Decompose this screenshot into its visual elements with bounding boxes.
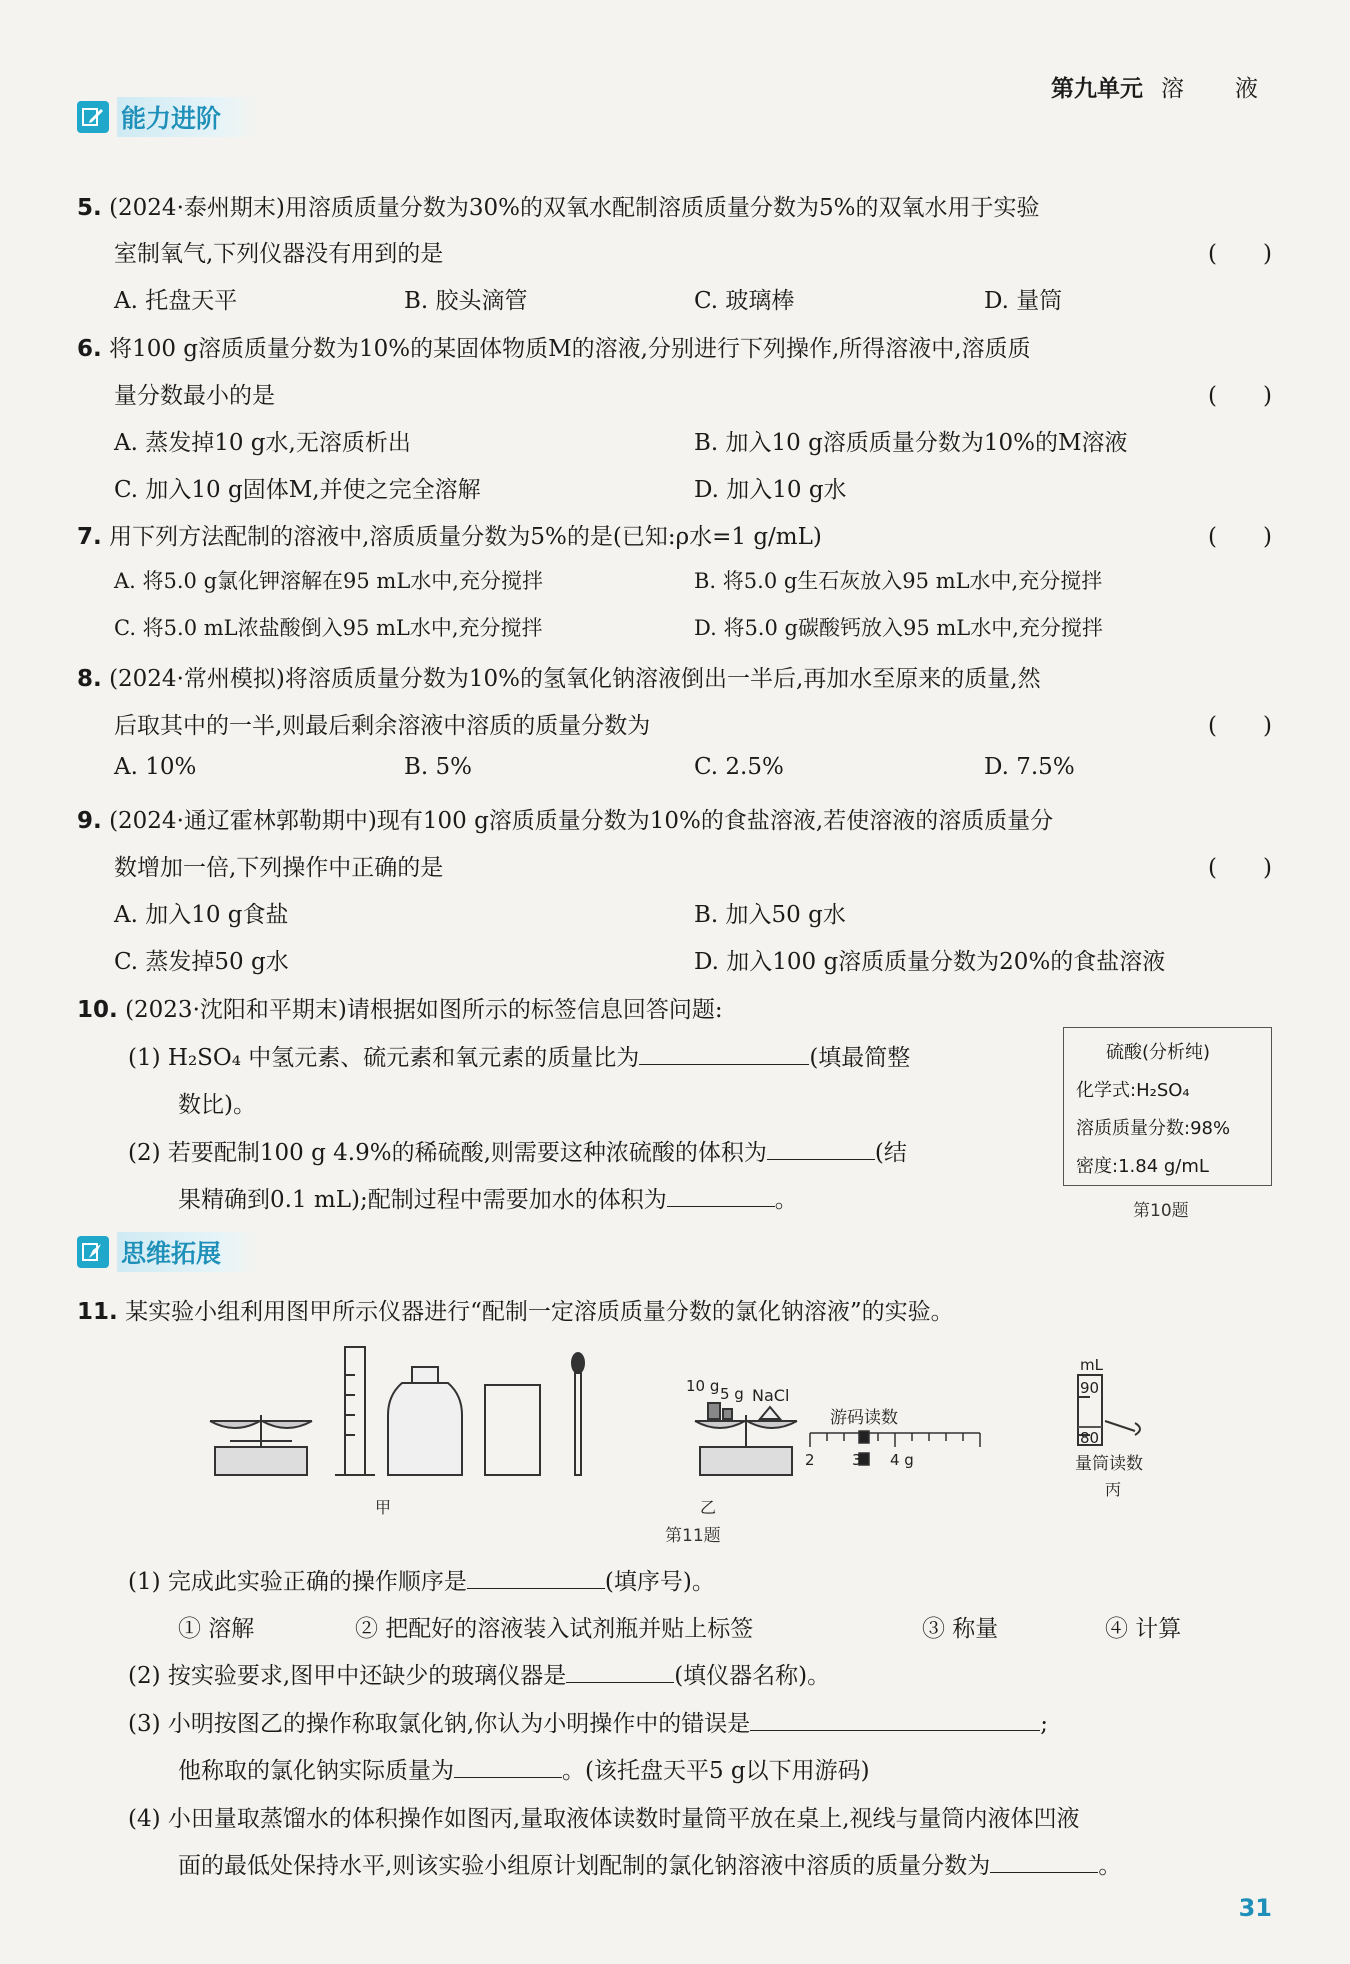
option-d: D. 将5.0 g碳酸钙放入95 mL水中,充分搅拌 (694, 616, 1103, 640)
reagent-label (1063, 1027, 1272, 1186)
answer-blank[interactable] (639, 1044, 809, 1065)
question-7-line1 (77, 518, 822, 551)
option-b: B. 加入10 g溶质质量分数为10%的M溶液 (694, 430, 1128, 456)
question-number: 9. (77, 808, 102, 834)
answer-paren: ( ) (1208, 383, 1272, 409)
answer-blank[interactable] (767, 1139, 875, 1160)
option-a: A. 托盘天平 (114, 288, 238, 314)
step-1: ① 溶解 (178, 1616, 255, 1642)
answer-paren: ( ) (1208, 241, 1272, 267)
cylinder-80: 80 (1080, 1429, 1100, 1447)
question-number: 8. (77, 666, 102, 692)
question-10-stem (77, 991, 723, 1024)
part-text: (结 (874, 1140, 907, 1166)
graduated-cylinder-icon (335, 1347, 375, 1475)
answer-blank[interactable] (454, 1757, 562, 1778)
option-c: C. 2.5% (694, 754, 784, 780)
part-text: (1) H₂SO₄ 中氢元素、硫元素和氧元素的质量比为 (128, 1045, 640, 1071)
question-8-line1 (77, 660, 1041, 693)
question-11-stem (77, 1293, 954, 1326)
answer-paren: ( ) (1208, 524, 1272, 550)
step-4: ④ 计算 (1105, 1616, 1182, 1642)
topic-label: 溶 液 (1161, 76, 1272, 102)
weight-5g-label: 5 g (720, 1385, 744, 1403)
option-a: A. 将5.0 g氯化钾溶解在95 mL水中,充分搅拌 (114, 569, 543, 593)
q10-part1 (128, 1039, 910, 1072)
figure-label-bing: 丙 (1105, 1480, 1122, 1499)
option-a: A. 10% (114, 754, 197, 780)
part-text: ; (1040, 1711, 1048, 1737)
page-number: 31 (1238, 1894, 1272, 1922)
option-d: D. 7.5% (984, 754, 1075, 780)
question-number: 6. (77, 336, 102, 362)
question-number: 5. (77, 195, 102, 221)
question-text: (2023·沈阳和平期末)请根据如图所示的标签信息回答问题: (125, 997, 723, 1023)
part-text: (填最简整 (809, 1045, 911, 1071)
answer-paren: ( ) (1208, 855, 1272, 881)
nacl-label: NaCl (752, 1386, 790, 1405)
answer-blank[interactable] (750, 1710, 1040, 1731)
option-c: C. 玻璃棒 (694, 288, 795, 314)
figure-caption-10: 第10题 (1133, 1201, 1189, 1221)
question-6-line2: 量分数最小的是 (114, 383, 275, 409)
weight-10g-label: 10 g (686, 1377, 720, 1395)
question-9-line1 (77, 802, 1053, 835)
section-title: 思维拓展 (117, 1232, 261, 1272)
figure-11 (200, 1335, 1200, 1535)
part-text: (填仪器名称)。 (674, 1663, 831, 1689)
part-text: (填序号)。 (604, 1569, 715, 1595)
part-text: 面的最低处保持水平,则该实验小组原计划配制的氯化钠溶液中溶质的质量分数为 (178, 1853, 991, 1879)
option-c: C. 将5.0 mL浓盐酸倒入95 mL水中,充分搅拌 (114, 616, 543, 640)
cylinder-unit: mL (1080, 1356, 1103, 1374)
part-text: 。 (774, 1187, 798, 1213)
label-formula: 化学式:H₂SO₄ (1076, 1080, 1190, 1101)
figure-label-jia: 甲 (375, 1498, 392, 1517)
rocket-icon (77, 1236, 109, 1268)
rider-tick-3: 3 (852, 1451, 862, 1469)
section-advanced (77, 98, 261, 136)
label-density: 密度:1.84 g/mL (1076, 1156, 1209, 1177)
section-title: 能力进阶 (117, 97, 261, 137)
question-number: 7. (77, 524, 102, 550)
part-text: (2) 按实验要求,图甲中还缺少的玻璃仪器是 (128, 1663, 567, 1689)
cylinder-90: 90 (1080, 1379, 1100, 1397)
option-b: B. 胶头滴管 (404, 288, 528, 314)
question-number: 10. (77, 997, 118, 1023)
part-text: 。 (1098, 1853, 1122, 1879)
option-d: D. 量筒 (984, 288, 1063, 314)
rider-tick-2: 2 (805, 1451, 815, 1469)
question-text: (2024·泰州期末)用溶质质量分数为30%的双氧水配制溶质质量分数为5%的双氧水用于实验 (109, 195, 1040, 221)
answer-paren: ( ) (1208, 713, 1272, 739)
option-c: C. 加入10 g固体M,并使之完全溶解 (114, 477, 481, 503)
chapter-header (1051, 70, 1272, 103)
reagent-bottle-icon (388, 1367, 462, 1475)
q11-part1 (128, 1563, 715, 1596)
option-b: B. 5% (404, 754, 473, 780)
step-2: ② 把配好的溶液装入试剂瓶并贴上标签 (355, 1616, 754, 1642)
question-5-line1 (77, 189, 1039, 222)
question-text: 将100 g溶质质量分数为10%的某固体物质M的溶液,分别进行下列操作,所得溶液中,溶质质 (109, 336, 1031, 362)
question-6-line1 (77, 330, 1031, 363)
option-c: C. 蒸发掉50 g水 (114, 949, 289, 975)
question-text: (2024·通辽霍林郭勒期中)现有100 g溶质质量分数为10%的食盐溶液,若使溶液的溶质质量分 (109, 808, 1054, 834)
question-text: 某实验小组利用图甲所示仪器进行“配制一定溶质质量分数的氯化钠溶液”的实验。 (125, 1299, 954, 1325)
balance-weighing-icon (695, 1403, 797, 1475)
q10-part1-cont: 数比)。 (178, 1092, 256, 1118)
unit-label: 第九单元 (1051, 76, 1143, 102)
option-a: A. 蒸发掉10 g水,无溶质析出 (114, 430, 411, 456)
question-number: 11. (77, 1299, 118, 1325)
label-name: 硫酸(分析纯) (1106, 1042, 1211, 1063)
figure-caption-11: 第11题 (665, 1526, 721, 1546)
q10-part2 (128, 1134, 907, 1167)
step-3: ③ 称量 (922, 1616, 999, 1642)
q11-part2 (128, 1657, 830, 1690)
q10-part2-cont (178, 1181, 798, 1214)
balance-icon (210, 1415, 312, 1475)
rider-tick-4: 4 g (890, 1451, 914, 1469)
cylinder-title: 量筒读数 (1075, 1454, 1143, 1474)
part-text: (1) 完成此实验正确的操作顺序是 (128, 1569, 467, 1595)
figure-label-yi: 乙 (700, 1498, 717, 1517)
part-text: 。(该托盘天平5 g以下用游码) (562, 1758, 870, 1784)
question-text: (2024·常州模拟)将溶质质量分数为10%的氢氧化钠溶液倒出一半后,再加水至原来的质量,然 (109, 666, 1041, 692)
label-fraction: 溶质质量分数:98% (1076, 1118, 1231, 1139)
dropper-icon (572, 1353, 584, 1475)
section-extended (77, 1233, 261, 1271)
part-text: 他称取的氯化钠实际质量为 (178, 1758, 454, 1784)
question-9-line2: 数增加一倍,下列操作中正确的是 (114, 855, 444, 881)
answer-blank[interactable] (667, 1186, 775, 1207)
option-b: B. 将5.0 g生石灰放入95 mL水中,充分搅拌 (694, 569, 1103, 593)
option-d: D. 加入100 g溶质质量分数为20%的食盐溶液 (694, 949, 1166, 975)
part-text: (3) 小明按图乙的操作称取氯化钠,你认为小明操作中的错误是 (128, 1711, 751, 1737)
answer-blank[interactable] (467, 1568, 605, 1589)
part-text: 果精确到0.1 mL);配制过程中需要加水的体积为 (178, 1187, 667, 1213)
rider-title: 游码读数 (830, 1408, 898, 1428)
option-b: B. 加入50 g水 (694, 902, 846, 928)
question-8-line2: 后取其中的一半,则最后剩余溶液中溶质的质量分数为 (114, 713, 651, 739)
option-d: D. 加入10 g水 (694, 477, 847, 503)
q11-part4: (4) 小田量取蒸馏水的体积操作如图丙,量取液体读数时量筒平放在桌上,视线与量筒内液体凹液 (128, 1806, 1080, 1832)
pencil-icon (77, 101, 109, 133)
q11-part4-cont (178, 1847, 1121, 1880)
answer-blank[interactable] (990, 1852, 1098, 1873)
answer-blank[interactable] (566, 1662, 674, 1683)
part-text: (2) 若要配制100 g 4.9%的稀硫酸,则需要这种浓硫酸的体积为 (128, 1140, 767, 1166)
q11-part3-cont (178, 1752, 870, 1785)
question-text: 用下列方法配制的溶液中,溶质质量分数为5%的是(已知:ρ水=1 g/mL) (109, 524, 822, 550)
option-a: A. 加入10 g食盐 (114, 902, 289, 928)
q11-part3 (128, 1705, 1048, 1738)
beaker-icon (485, 1385, 540, 1475)
question-5-line2: 室制氧气,下列仪器没有用到的是 (114, 241, 444, 267)
